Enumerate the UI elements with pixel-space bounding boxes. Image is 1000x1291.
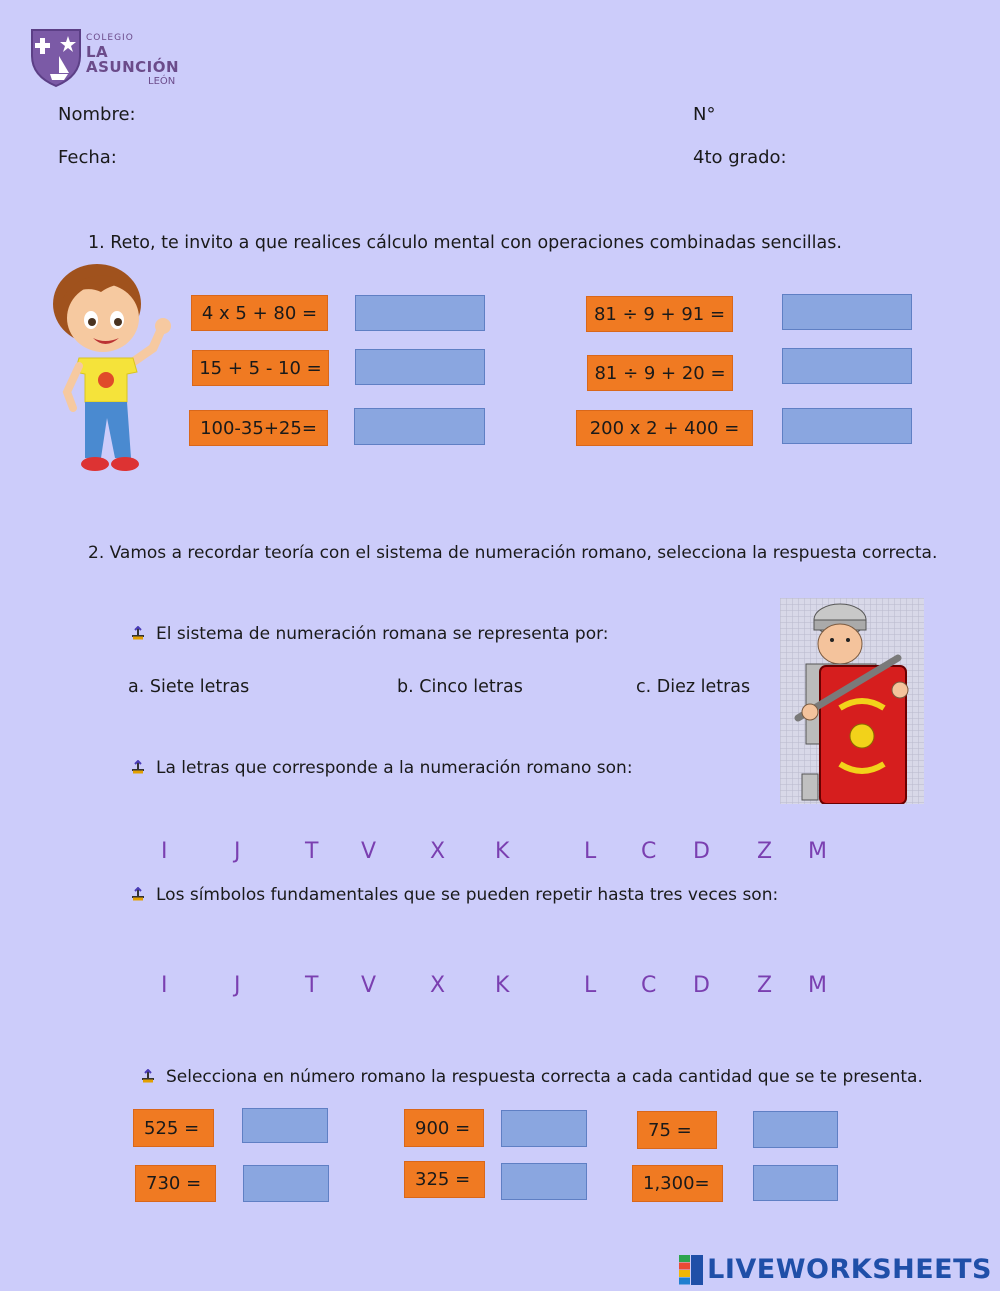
letter-option[interactable]: C [641,839,657,864]
option-b[interactable]: b. Cinco letras [397,677,523,697]
letter-option[interactable]: Z [757,973,773,998]
logo-small-text: COLEGIO [86,33,134,43]
letter-option[interactable]: L [584,973,597,998]
answer-input[interactable] [782,348,912,384]
bullet-arrow-icon [130,626,146,642]
question-1-text: 1. Reto, te invito a que realices cálculo mental con operaciones combinadas sencillas. [88,233,842,253]
bullet-arrow-icon [130,760,146,776]
operation-box: 200 x 2 + 400 = [576,410,753,446]
grade-label: 4to grado: [693,147,787,168]
operation-box: 81 ÷ 9 + 20 = [587,355,733,391]
letter-option[interactable]: I [161,973,168,998]
brand-name: LIVEWORKSHEETS [707,1254,992,1285]
letter-option[interactable]: V [361,839,377,864]
date-label: Fecha: [58,147,117,168]
answer-input[interactable] [355,295,485,331]
bullet-question-3 [130,885,778,905]
bullet-question-4 [140,1067,923,1087]
operation-box: 81 ÷ 9 + 91 = [586,296,733,332]
letter-option[interactable]: L [584,839,597,864]
shield-icon [28,26,84,88]
letter-option[interactable]: M [808,973,827,998]
boy-illustration [45,262,175,477]
operation-box: 4 x 5 + 80 = [191,295,328,331]
answer-input[interactable] [753,1165,838,1201]
bullet-arrow-icon [140,1069,156,1085]
bullet-3-text: Los símbolos fundamentales que se pueden repetir hasta tres veces son: [156,885,779,905]
letter-option[interactable]: D [693,839,710,864]
letter-option[interactable]: T [305,839,319,864]
letter-option[interactable]: K [495,839,510,864]
option-c[interactable]: c. Diez letras [636,677,751,697]
option-a[interactable]: a. Siete letras [128,677,250,697]
school-logo [28,26,178,88]
bullet-4-text: Selecciona en número romano la respuesta correcta a cada cantidad que se te presenta. [166,1067,923,1087]
live-badge-icon [679,1255,703,1285]
answer-input[interactable] [354,408,485,445]
operation-box: 100-35+25= [189,410,328,446]
answer-input[interactable] [501,1163,587,1200]
quantity-box: 525 = [133,1109,214,1147]
operation-box: 15 + 5 - 10 = [192,350,329,386]
bullet-question-2 [130,758,633,778]
letter-option[interactable]: V [361,973,377,998]
number-label: N° [693,104,716,125]
letter-option[interactable]: M [808,839,827,864]
bullet-2-text: La letras que corresponde a la numeración romano son: [156,758,633,778]
letter-option[interactable]: J [234,839,241,864]
answer-input[interactable] [242,1108,328,1143]
question-2-text: 2. Vamos a recordar teoría con el sistema de numeración romano, selecciona la respuesta correcta. [88,543,938,563]
quantity-box: 75 = [637,1111,717,1149]
answer-input[interactable] [501,1110,587,1147]
letter-option[interactable]: I [161,839,168,864]
name-label: Nombre: [58,104,136,125]
liveworksheets-logo [679,1254,992,1285]
letter-option[interactable]: D [693,973,710,998]
answer-input[interactable] [782,408,912,444]
quantity-box: 730 = [135,1165,216,1202]
logo-title: LA ASUNCIÓN [86,43,180,76]
letter-option[interactable]: J [234,973,241,998]
answer-input[interactable] [355,349,485,385]
bullet-arrow-icon [130,887,146,903]
quantity-box: 900 = [404,1109,484,1147]
quantity-box: 325 = [404,1161,485,1198]
bullet-1-text: El sistema de numeración romana se representa por: [156,624,609,644]
letter-option[interactable]: T [305,973,319,998]
roman-soldier-illustration [780,598,924,804]
logo-city: LEÓN [148,76,176,87]
answer-input[interactable] [243,1165,329,1202]
letter-option[interactable]: X [430,973,446,998]
answer-input[interactable] [782,294,912,330]
quantity-box: 1,300= [632,1165,723,1202]
letter-option[interactable]: Z [757,839,773,864]
letter-option[interactable]: X [430,839,446,864]
letter-option[interactable]: K [495,973,510,998]
bullet-question-1 [130,624,609,644]
answer-input[interactable] [753,1111,838,1148]
letter-option[interactable]: C [641,973,657,998]
